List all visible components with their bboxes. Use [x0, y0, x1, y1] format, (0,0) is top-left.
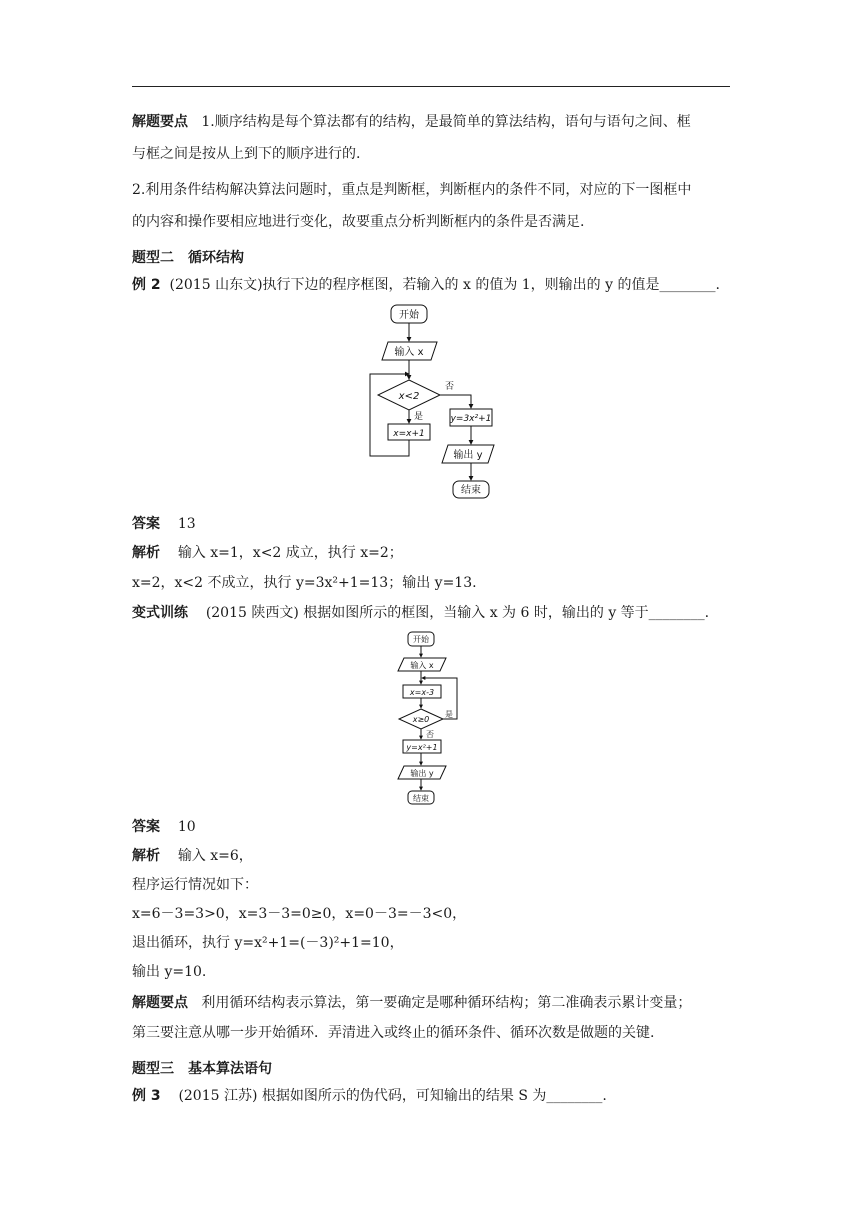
flowchart-2 — [390, 628, 480, 808]
flow2-assign2-label: y=x²+1 — [406, 743, 438, 752]
analysis-2-line1: 输入 x=1，x<2 成立，执行 x=2； — [177, 545, 403, 561]
analysis-2-label: 解析 — [132, 545, 160, 561]
flow2-end-label: 结束 — [413, 794, 429, 803]
section-title-type3: 题型三 基本算法语句 — [132, 1061, 272, 1077]
section-title-type2: 题型二 循环结构 — [132, 250, 244, 266]
answer-variant — [132, 817, 196, 837]
analysis-variant-line4: 退出循环，执行 y=x²+1=(－3)²+1=10， — [132, 935, 404, 951]
flow1-no-label: 否 — [445, 382, 455, 392]
analysis-variant-line3: x=6－3=3>0，x=3－3=0≥0，x=0－3=－3<0， — [132, 906, 467, 922]
key-points-loop-line2: 第三要注意从哪一步开始循环．弄清进入或终止的循环条件、循环次数是做题的关键. — [132, 1025, 655, 1041]
key-points-1 — [132, 112, 691, 132]
analysis-variant-label: 解析 — [132, 848, 160, 864]
example-2-text: (2015 山东文)执行下边的程序框图，若输入的 x 的值为 1，则输出的 y 的值是________. — [169, 277, 720, 293]
key-points-loop-label: 解题要点 — [132, 995, 188, 1011]
flow1-start-label: 开始 — [399, 310, 419, 321]
flow1-cond-label: x<2 — [398, 391, 420, 402]
variant-text: (2015 陕西文) 根据如图所示的框图，当输入 x 为 6 时，输出的 y 等于________. — [205, 605, 710, 621]
answer-2 — [132, 514, 196, 534]
example-3-label: 例 3 — [132, 1088, 161, 1104]
example-2-label: 例 2 — [132, 277, 161, 293]
example-3 — [132, 1086, 607, 1106]
analysis-variant — [132, 846, 253, 866]
flow2-no-label: 否 — [426, 730, 434, 739]
analysis-2-line2: x=2，x<2 不成立，执行 y=3x²+1=13；输出 y=13. — [132, 575, 477, 591]
variant-label: 变式训练 — [132, 605, 188, 621]
flow1-yes-label: 是 — [414, 412, 424, 422]
flow1-output-label: 输出 y — [453, 450, 483, 461]
analysis-2 — [132, 543, 403, 563]
key-points-loop-line1: 利用循环结构表示算法，第一要确定是哪种循环结构；第二准确表示累计变量； — [201, 995, 692, 1011]
flow2-cond-label: x≥0 — [412, 715, 430, 724]
analysis-variant-line1: 输入 x=6， — [177, 848, 253, 864]
header-rule — [132, 86, 730, 87]
analysis-variant-line5: 输出 y=10. — [132, 964, 207, 980]
flow1-loop-label: x=x+1 — [393, 429, 425, 439]
key-points-2-line1: 2.利用条件结构解决算法问题时，重点是判断框，判断框内的条件不同，对应的下一图框中 — [132, 182, 692, 198]
flow1-assign-label: y=3x²+1 — [450, 414, 492, 424]
variant-training — [132, 603, 709, 623]
key-points-text: 1.顺序结构是每个算法都有的结构，是最简单的算法结构，语句与语句之间、框 — [201, 114, 691, 130]
key-points-loop — [132, 993, 691, 1013]
answer-2-label: 答案 — [132, 516, 160, 532]
flow1-end-label: 结束 — [461, 485, 481, 496]
example-3-text: (2015 江苏) 根据如图所示的伪代码，可知输出的结果 S 为________. — [178, 1088, 607, 1104]
answer-variant-label: 答案 — [132, 819, 160, 835]
flow2-assign1-label: x=x-3 — [409, 688, 435, 697]
flow2-start-label: 开始 — [413, 635, 429, 644]
flow2-yes-label: 是 — [445, 710, 453, 719]
answer-variant-value: 10 — [177, 819, 196, 835]
flowchart-1 — [360, 300, 520, 505]
key-points-heading: 解题要点 — [132, 114, 188, 130]
flow2-input-label: 输入 x — [410, 661, 434, 670]
key-points-2-line2: 的内容和操作要相应地进行变化，故要重点分析判断框内的条件是否满足. — [132, 214, 585, 230]
example-2 — [132, 275, 720, 295]
flow2-output-label: 输出 y — [410, 769, 434, 778]
key-points-1-cont: 与框之间是按从上到下的顺序进行的. — [132, 146, 361, 162]
flow1-input-label: 输入 x — [394, 347, 424, 358]
analysis-variant-line2: 程序运行情况如下： — [132, 877, 258, 893]
answer-2-value: 13 — [177, 516, 196, 532]
